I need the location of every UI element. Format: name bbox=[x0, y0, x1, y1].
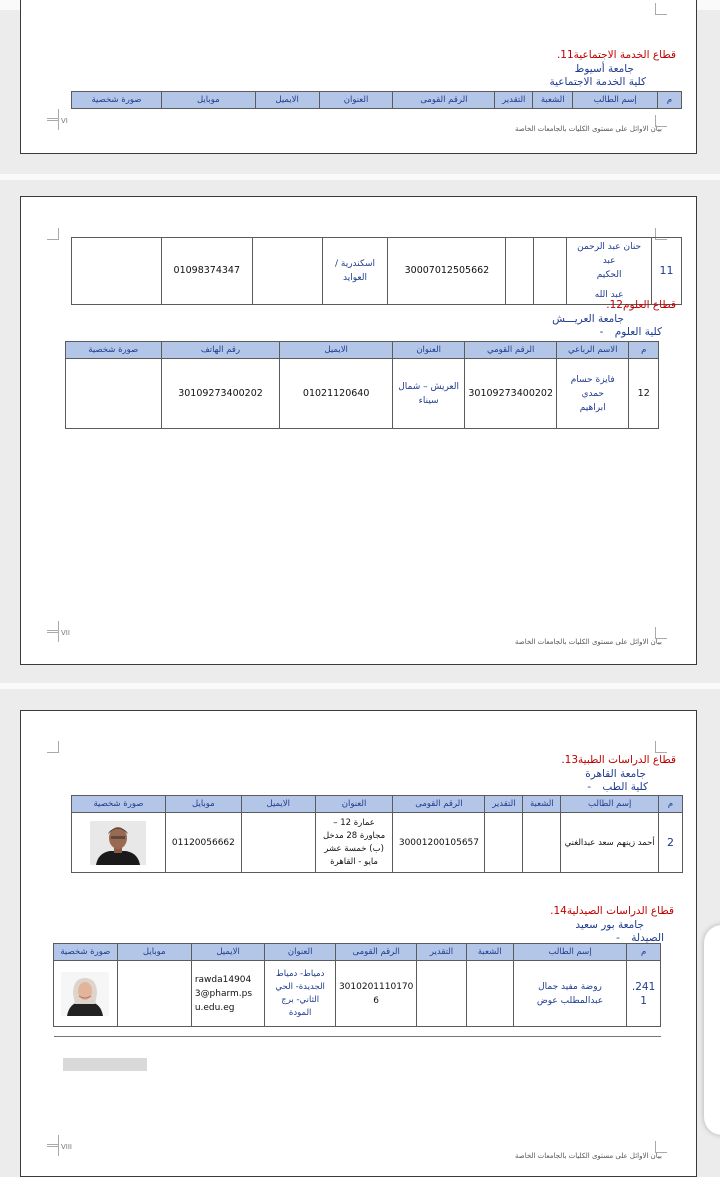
sector-number: 11. bbox=[556, 49, 574, 61]
col-address: العنوان bbox=[265, 944, 336, 961]
page-corner-mark bbox=[655, 627, 667, 639]
page-separator bbox=[0, 683, 720, 689]
page-corner-mark bbox=[655, 3, 667, 15]
name-line: فايزة حسام حمدي bbox=[570, 374, 615, 399]
col-national-id: الرقم القومى bbox=[393, 92, 495, 109]
col-division: الشعبة bbox=[533, 92, 573, 109]
address-line: العريش – شمال bbox=[398, 381, 460, 392]
page-footer: بيان الاوائل على مستوى الكليات بالجامعات الخاصة bbox=[515, 1152, 662, 1160]
col-grade: التقدير bbox=[495, 92, 533, 109]
email-cell bbox=[191, 961, 265, 1027]
col-address: العنوان bbox=[319, 92, 393, 109]
col-national-id: الرقم القومى bbox=[335, 944, 416, 961]
sector-heading bbox=[606, 299, 676, 311]
sector-number: 14. bbox=[550, 905, 567, 917]
page-vi bbox=[20, 0, 697, 154]
email-line: 3@pharm.ps bbox=[194, 988, 253, 999]
university-name: جامعة العريـــش bbox=[552, 313, 624, 325]
grade-cell bbox=[485, 813, 523, 873]
faculty-name: كلية الطب - bbox=[587, 781, 648, 793]
table-row bbox=[72, 238, 682, 305]
page-corner-mark bbox=[655, 741, 667, 753]
address-line: سيناء bbox=[418, 395, 439, 406]
row-index: 12 bbox=[629, 359, 659, 429]
table-row bbox=[66, 359, 659, 429]
page-roman-number: VII bbox=[61, 629, 70, 637]
address-line: (ب) خمسة عشر bbox=[324, 843, 384, 854]
col-index: م bbox=[627, 944, 661, 961]
national-id: 30007012505662 bbox=[388, 238, 506, 305]
phone-cell: 30109273400202 bbox=[161, 359, 280, 429]
address-line: العوايد bbox=[343, 273, 367, 283]
faculty-name: كلية الخدمة الاجتماعية bbox=[549, 76, 646, 88]
name-line: ابراهيم bbox=[579, 402, 606, 413]
page-separator bbox=[0, 174, 720, 180]
address-line: مايو - القاهرة bbox=[330, 856, 378, 867]
address-cell bbox=[322, 238, 388, 305]
col-student-name: إسم الطالب bbox=[573, 92, 658, 109]
col-address: العنوان bbox=[315, 796, 393, 813]
page-corner-mark bbox=[47, 118, 59, 130]
page-corner-mark bbox=[47, 228, 59, 240]
division-cell bbox=[466, 961, 513, 1027]
address-line: اسكندرية / bbox=[334, 259, 376, 269]
mobile: 01098374347 bbox=[161, 238, 252, 305]
sector-title: قطاع الدراسات الطبية bbox=[578, 754, 676, 766]
sector-title: قطاع العلوم bbox=[622, 299, 676, 311]
address-cell bbox=[392, 359, 465, 429]
address-line: الثاني- برج bbox=[281, 994, 320, 1005]
page-corner-mark bbox=[655, 1141, 667, 1153]
national-id-line: 3010201110170 bbox=[338, 981, 414, 992]
sector-title: قطاع الدراسات الصيدلية bbox=[566, 905, 674, 917]
col-photo: صورة شخصية bbox=[72, 92, 162, 109]
redacted-block bbox=[63, 1058, 147, 1071]
col-index: م bbox=[659, 796, 683, 813]
students-table-header bbox=[71, 91, 682, 109]
col-mobile: موبايل bbox=[165, 796, 241, 813]
address-line: مجاورة 28 مدخل bbox=[322, 830, 386, 841]
university-name: جامعة أسيوط bbox=[574, 63, 634, 75]
faculty-name: كلية العلوم - bbox=[599, 326, 662, 338]
address-cell bbox=[265, 961, 336, 1027]
faculty-label: كلية الطب bbox=[602, 781, 648, 793]
col-student-name: إسم الطالب bbox=[561, 796, 659, 813]
national-id: 30109273400202 bbox=[465, 359, 557, 429]
col-mobile: موبايل bbox=[161, 92, 255, 109]
faculty-label: كلية العلوم bbox=[614, 326, 662, 338]
sector-number: 12. bbox=[606, 299, 623, 311]
faculty-name: الصيدلة - bbox=[616, 932, 664, 944]
photo-cell bbox=[72, 813, 166, 873]
student-name bbox=[513, 961, 626, 1027]
mobile-cell bbox=[117, 961, 191, 1027]
table-row bbox=[54, 961, 661, 1027]
col-email: الايميل bbox=[241, 796, 315, 813]
students-table bbox=[53, 943, 661, 1037]
email-cell: 01021120640 bbox=[280, 359, 392, 429]
students-table bbox=[65, 341, 659, 429]
university-name: جامعة القاهرة bbox=[585, 768, 646, 780]
photo-cell bbox=[72, 238, 162, 305]
col-phone: رقم الهاتف bbox=[161, 342, 280, 359]
col-mobile: موبايل bbox=[117, 944, 191, 961]
col-email: الايميل bbox=[191, 944, 265, 961]
row-index: 241. 1 bbox=[627, 961, 661, 1027]
name-line: الحكيم bbox=[596, 270, 622, 280]
page-footer: بيان الاوائل على مستوى الكليات بالجامعات الخاصة bbox=[515, 125, 662, 133]
photo-cell bbox=[66, 359, 162, 429]
sector-heading bbox=[550, 905, 674, 917]
col-full-name: الاسم الرباعي bbox=[557, 342, 629, 359]
col-national-id: الرقم القومي bbox=[465, 342, 557, 359]
mobile: 01120056662 bbox=[165, 813, 241, 873]
row-index: 11 bbox=[652, 238, 682, 305]
national-id bbox=[335, 961, 416, 1027]
address-line: الجديدة- الحي bbox=[275, 981, 325, 992]
table-row bbox=[72, 813, 683, 873]
national-id: 30001200105657 bbox=[393, 813, 485, 873]
division-cell bbox=[523, 813, 561, 873]
name-line: عبد الله bbox=[594, 290, 624, 300]
table-spacer bbox=[54, 1027, 661, 1037]
col-photo: صورة شخصية bbox=[72, 796, 166, 813]
address-cell bbox=[315, 813, 393, 873]
page-footer: بيان الاوائل على مستوى الكليات بالجامعات الخاصة bbox=[515, 638, 662, 646]
page-roman-number: VI bbox=[61, 117, 68, 125]
col-email: الايميل bbox=[255, 92, 319, 109]
name-line: روضة مفيد جمال bbox=[538, 981, 602, 992]
avatar bbox=[61, 972, 109, 1016]
name-line: حنان عبد الرحمن عبد bbox=[577, 242, 642, 266]
sector-number: 13. bbox=[561, 754, 579, 766]
students-table bbox=[71, 795, 683, 873]
avatar bbox=[90, 821, 146, 865]
page-corner-mark bbox=[47, 741, 59, 753]
email-cell bbox=[252, 238, 322, 305]
continued-row-table bbox=[71, 237, 682, 305]
row-index: 2 bbox=[659, 813, 683, 873]
photo-cell bbox=[54, 961, 118, 1027]
national-id-line: 6 bbox=[373, 995, 380, 1006]
name-line: عبدالمطلب عوض bbox=[536, 995, 604, 1006]
address-line: المودة bbox=[288, 1007, 312, 1018]
grade-cell bbox=[417, 961, 466, 1027]
col-photo: صورة شخصية bbox=[54, 944, 118, 961]
floating-side-panel-handle[interactable] bbox=[704, 925, 720, 1135]
col-email: الايميل bbox=[280, 342, 392, 359]
page-corner-mark bbox=[655, 115, 667, 127]
page-viii bbox=[20, 710, 697, 1177]
col-index: م bbox=[658, 92, 682, 109]
email-line: u.edu.eg bbox=[194, 1002, 235, 1013]
col-student-name: إسم الطالب bbox=[513, 944, 626, 961]
grade-cell bbox=[506, 238, 534, 305]
sector-heading bbox=[561, 754, 676, 766]
university-name: جامعة بور سعيد bbox=[575, 919, 644, 931]
student-name bbox=[557, 359, 629, 429]
col-grade: التقدير bbox=[417, 944, 466, 961]
page-roman-number: VIII bbox=[61, 1143, 72, 1151]
col-division: الشعبة bbox=[523, 796, 561, 813]
col-national-id: الرقم القومى bbox=[393, 796, 485, 813]
col-photo: صورة شخصية bbox=[66, 342, 162, 359]
sector-title: قطاع الخدمة الاجتماعية bbox=[573, 49, 676, 61]
sector-heading bbox=[557, 49, 676, 61]
student-name bbox=[567, 238, 652, 305]
table-spacer-row bbox=[54, 1027, 661, 1037]
student-name: أحمد زينهم سعد عبدالغني bbox=[561, 813, 659, 873]
division-cell bbox=[534, 238, 567, 305]
address-line: عمارة 12 – bbox=[333, 817, 375, 828]
col-index: م bbox=[629, 342, 659, 359]
page-corner-mark bbox=[47, 630, 59, 642]
person-photo-icon bbox=[90, 821, 146, 865]
page-corner-mark bbox=[47, 1144, 59, 1156]
email-line: rawda14904 bbox=[194, 974, 252, 985]
faculty-label: الصيدلة bbox=[631, 932, 664, 944]
email-cell bbox=[241, 813, 315, 873]
col-address: العنوان bbox=[392, 342, 465, 359]
col-division: الشعبة bbox=[466, 944, 513, 961]
page-vii bbox=[20, 196, 697, 665]
address-line: دمياط- دمياط bbox=[275, 968, 325, 979]
col-grade: التقدير bbox=[485, 796, 523, 813]
person-photo-icon bbox=[61, 972, 109, 1016]
